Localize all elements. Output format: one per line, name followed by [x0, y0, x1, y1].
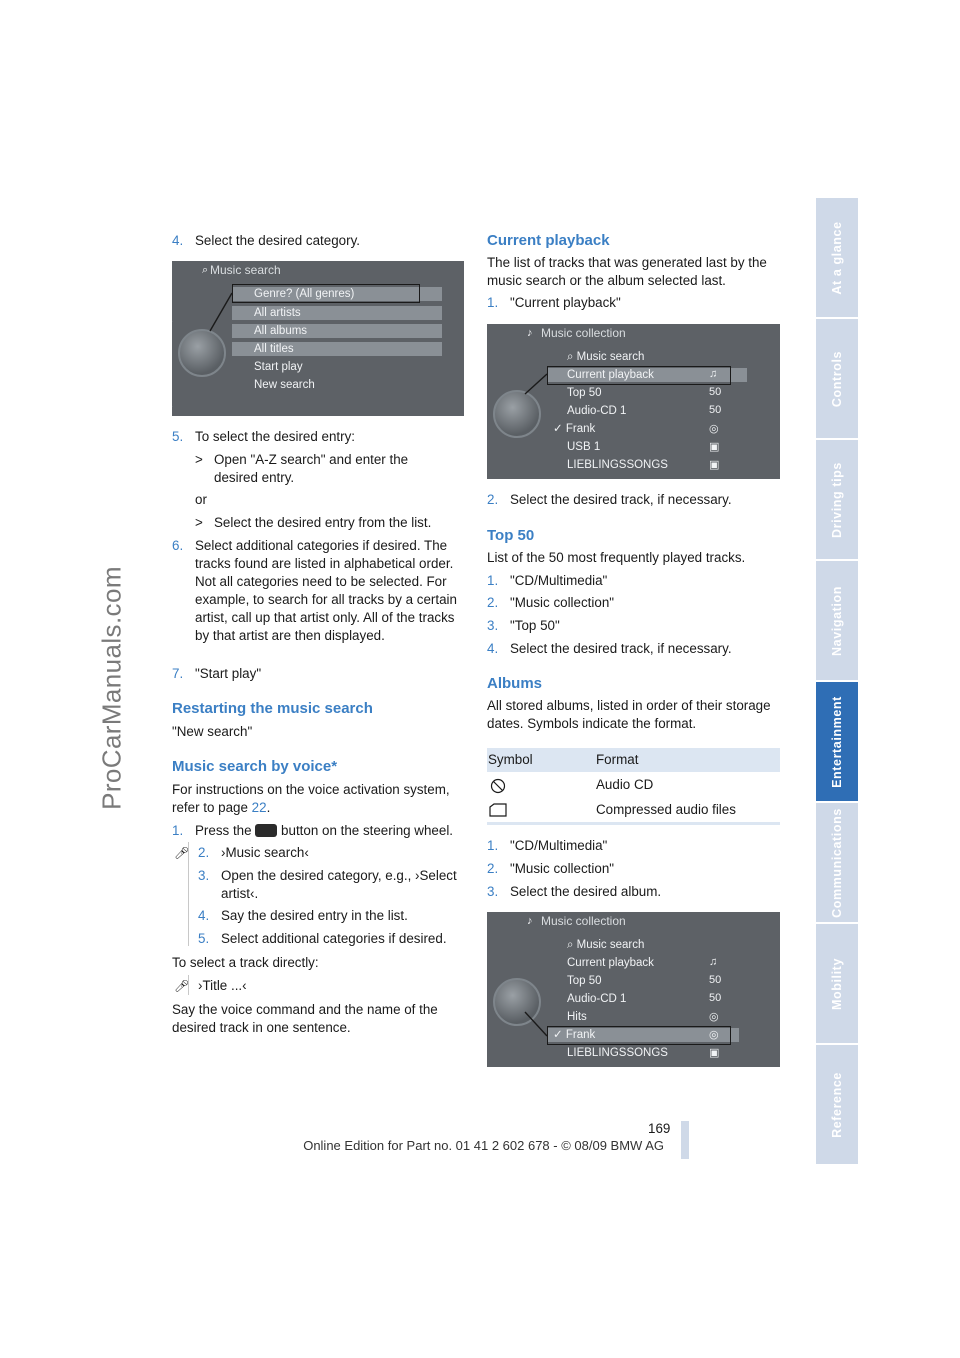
tab-at-a-glance[interactable]: At a glance: [816, 198, 858, 317]
bullet-2: > Select the desired entry from the list.: [195, 515, 432, 530]
table-bottom-rule: [487, 822, 780, 825]
search-icon: ⌕: [567, 351, 577, 363]
format-badge: ▣: [709, 459, 720, 471]
page-link[interactable]: 22: [251, 800, 267, 815]
format-badge: ▣: [709, 441, 720, 453]
step-6: 6. Select additional categories if desired. The tracks found are listed in alphabetical order. Not all categories need to be selected. For example, to search for all tracks by a certain artist, call up that artist only. All of the tracks by that artist are then displayed.: [172, 538, 457, 643]
top50-step-2: 2. "Music collection": [487, 595, 615, 610]
menu-item[interactable]: Genre? (All genres): [232, 287, 442, 301]
format-badge: ♫: [709, 368, 718, 380]
table-row: Audio CD: [487, 773, 780, 798]
top50-step-4: 4. Select the desired track, if necessary.: [487, 641, 732, 656]
current-step-1: 1. "Current playback": [487, 295, 621, 310]
music-collection-icon: ♪: [527, 915, 533, 927]
albums-step-1: 1. "CD/Multimedia": [487, 838, 608, 853]
menu-item[interactable]: Top 50: [567, 975, 602, 987]
menu-item[interactable]: ✓ Frank: [553, 423, 596, 435]
menu-item[interactable]: Audio-CD 1: [567, 993, 627, 1005]
checkmark-icon: ✓: [553, 423, 566, 435]
menu-item[interactable]: Current playback: [567, 957, 654, 969]
menu-item[interactable]: Start play: [254, 361, 303, 373]
menu-item[interactable]: ✓ Frank: [547, 1028, 739, 1042]
tab-mobility[interactable]: Mobility: [816, 924, 858, 1043]
music-collection-screen-1: [487, 324, 780, 479]
menu-item[interactable]: ⌕ Music search: [567, 939, 645, 951]
menu-item[interactable]: Hits: [567, 1011, 587, 1023]
menu-item[interactable]: Top 50: [567, 387, 602, 399]
menu-item[interactable]: Current playback: [547, 368, 747, 382]
tab-driving-tips[interactable]: Driving tips: [816, 440, 858, 559]
microphone-icon: 🎤︎: [174, 979, 190, 993]
format-badge: ◎: [709, 1011, 719, 1023]
title-command: ›Title ...‹: [198, 978, 247, 993]
heading-voice: Music search by voice*: [172, 758, 338, 775]
top50-step-3: 3. "Top 50": [487, 618, 560, 633]
voice-step-1: 1. Press the button on the steering wheel.: [172, 823, 454, 838]
voice-step-5: 5. Select additional categories if desired.: [198, 931, 447, 946]
step-7: 7. "Start play": [172, 666, 262, 681]
heading-top-50: Top 50: [487, 527, 535, 544]
menu-item[interactable]: LIEBLINGSSONGS: [567, 1047, 668, 1059]
or-text: or: [195, 492, 207, 507]
music-collection-screen-2: [487, 912, 780, 1067]
heading-restart: Restarting the music search: [172, 700, 373, 717]
say-text: Say the voice command and the name of the desired track in one sentence.: [172, 1002, 438, 1035]
tab-controls[interactable]: Controls: [816, 319, 858, 438]
screen-title: Music collection: [541, 914, 626, 928]
voice-step-3: 3. Open the desired category, e.g., ›Select artist‹.: [198, 868, 457, 901]
tab-reference[interactable]: Reference: [816, 1045, 858, 1164]
microphone-icon: 🎤︎: [174, 846, 190, 860]
format-badge: ▣: [709, 1047, 720, 1059]
albums-step-3: 3. Select the desired album.: [487, 884, 662, 899]
voice-step-4: 4. Say the desired entry in the list.: [198, 908, 408, 923]
current-step-2: 2. Select the desired track, if necessary.: [487, 492, 732, 507]
search-icon: ⌕: [567, 939, 577, 951]
albums-text: All stored albums, listed in order of their storage dates. Symbols indicate the format.: [487, 698, 771, 731]
format-badge: 50: [709, 404, 722, 416]
step-5: 5. To select the desired entry:: [172, 429, 356, 444]
top50-text: List of the 50 most frequently played tracks.: [487, 550, 746, 565]
menu-item[interactable]: All albums: [232, 324, 442, 338]
voice-intro: For instructions on the voice activation system, refer to page 22.: [172, 782, 450, 815]
checkmark-icon: ✓: [553, 1029, 566, 1041]
tab-entertainment[interactable]: Entertainment: [816, 682, 858, 801]
menu-item[interactable]: LIEBLINGSSONGS: [567, 459, 668, 471]
step-4: 4. Select the desired category.: [172, 233, 360, 248]
table-row: Compressed audio files: [487, 798, 780, 823]
edition-line: Online Edition for Part no. 01 41 2 602 678 - © 08/09 BMW AG: [303, 1138, 664, 1153]
footer-bar: [681, 1121, 689, 1159]
heading-albums: Albums: [487, 675, 543, 692]
screen-title: Music collection: [541, 326, 626, 340]
menu-item[interactable]: ⌕ Music search: [567, 351, 645, 363]
heading-current-playback: Current playback: [487, 232, 610, 249]
bullet-1: > Open "A-Z search" and enter the desired entry.: [195, 452, 409, 485]
voice-button-icon: [255, 824, 277, 837]
format-badge: ◎: [709, 1029, 719, 1041]
tab-communications[interactable]: Communications: [816, 803, 858, 922]
format-badge: 50: [709, 992, 722, 1004]
tab-navigation[interactable]: Navigation: [816, 561, 858, 680]
watermark: ProCarManuals.com: [96, 566, 127, 810]
page-number: 169: [648, 1121, 671, 1136]
menu-item[interactable]: All titles: [232, 342, 442, 356]
format-badge: ◎: [709, 423, 719, 435]
voice-step-2: 2. ›Music search‹: [198, 845, 309, 860]
music-search-screen: [172, 261, 464, 416]
menu-item[interactable]: USB 1: [567, 441, 601, 453]
albums-step-2: 2. "Music collection": [487, 861, 615, 876]
menu-item[interactable]: All artists: [232, 306, 442, 320]
disc-icon: [490, 778, 506, 794]
compressed-icon: [489, 803, 507, 818]
music-collection-icon: ♪: [527, 327, 533, 339]
side-tab-bar: [816, 198, 858, 1166]
table-header: Symbol Format: [487, 748, 780, 772]
format-badge: 50: [709, 386, 722, 398]
format-badge: 50: [709, 974, 722, 986]
menu-item[interactable]: Audio-CD 1: [567, 405, 627, 417]
search-icon: ⌕: [202, 264, 209, 276]
menu-item[interactable]: New search: [254, 379, 315, 391]
current-text: The list of tracks that was generated last by the music search or the album selected last.: [487, 255, 767, 288]
format-badge: ♫: [709, 956, 718, 968]
restart-text: "New search": [172, 724, 253, 739]
screen-title: Music search: [210, 263, 281, 277]
direct-text: To select a track directly:: [172, 955, 319, 970]
top50-step-1: 1. "CD/Multimedia": [487, 573, 608, 588]
